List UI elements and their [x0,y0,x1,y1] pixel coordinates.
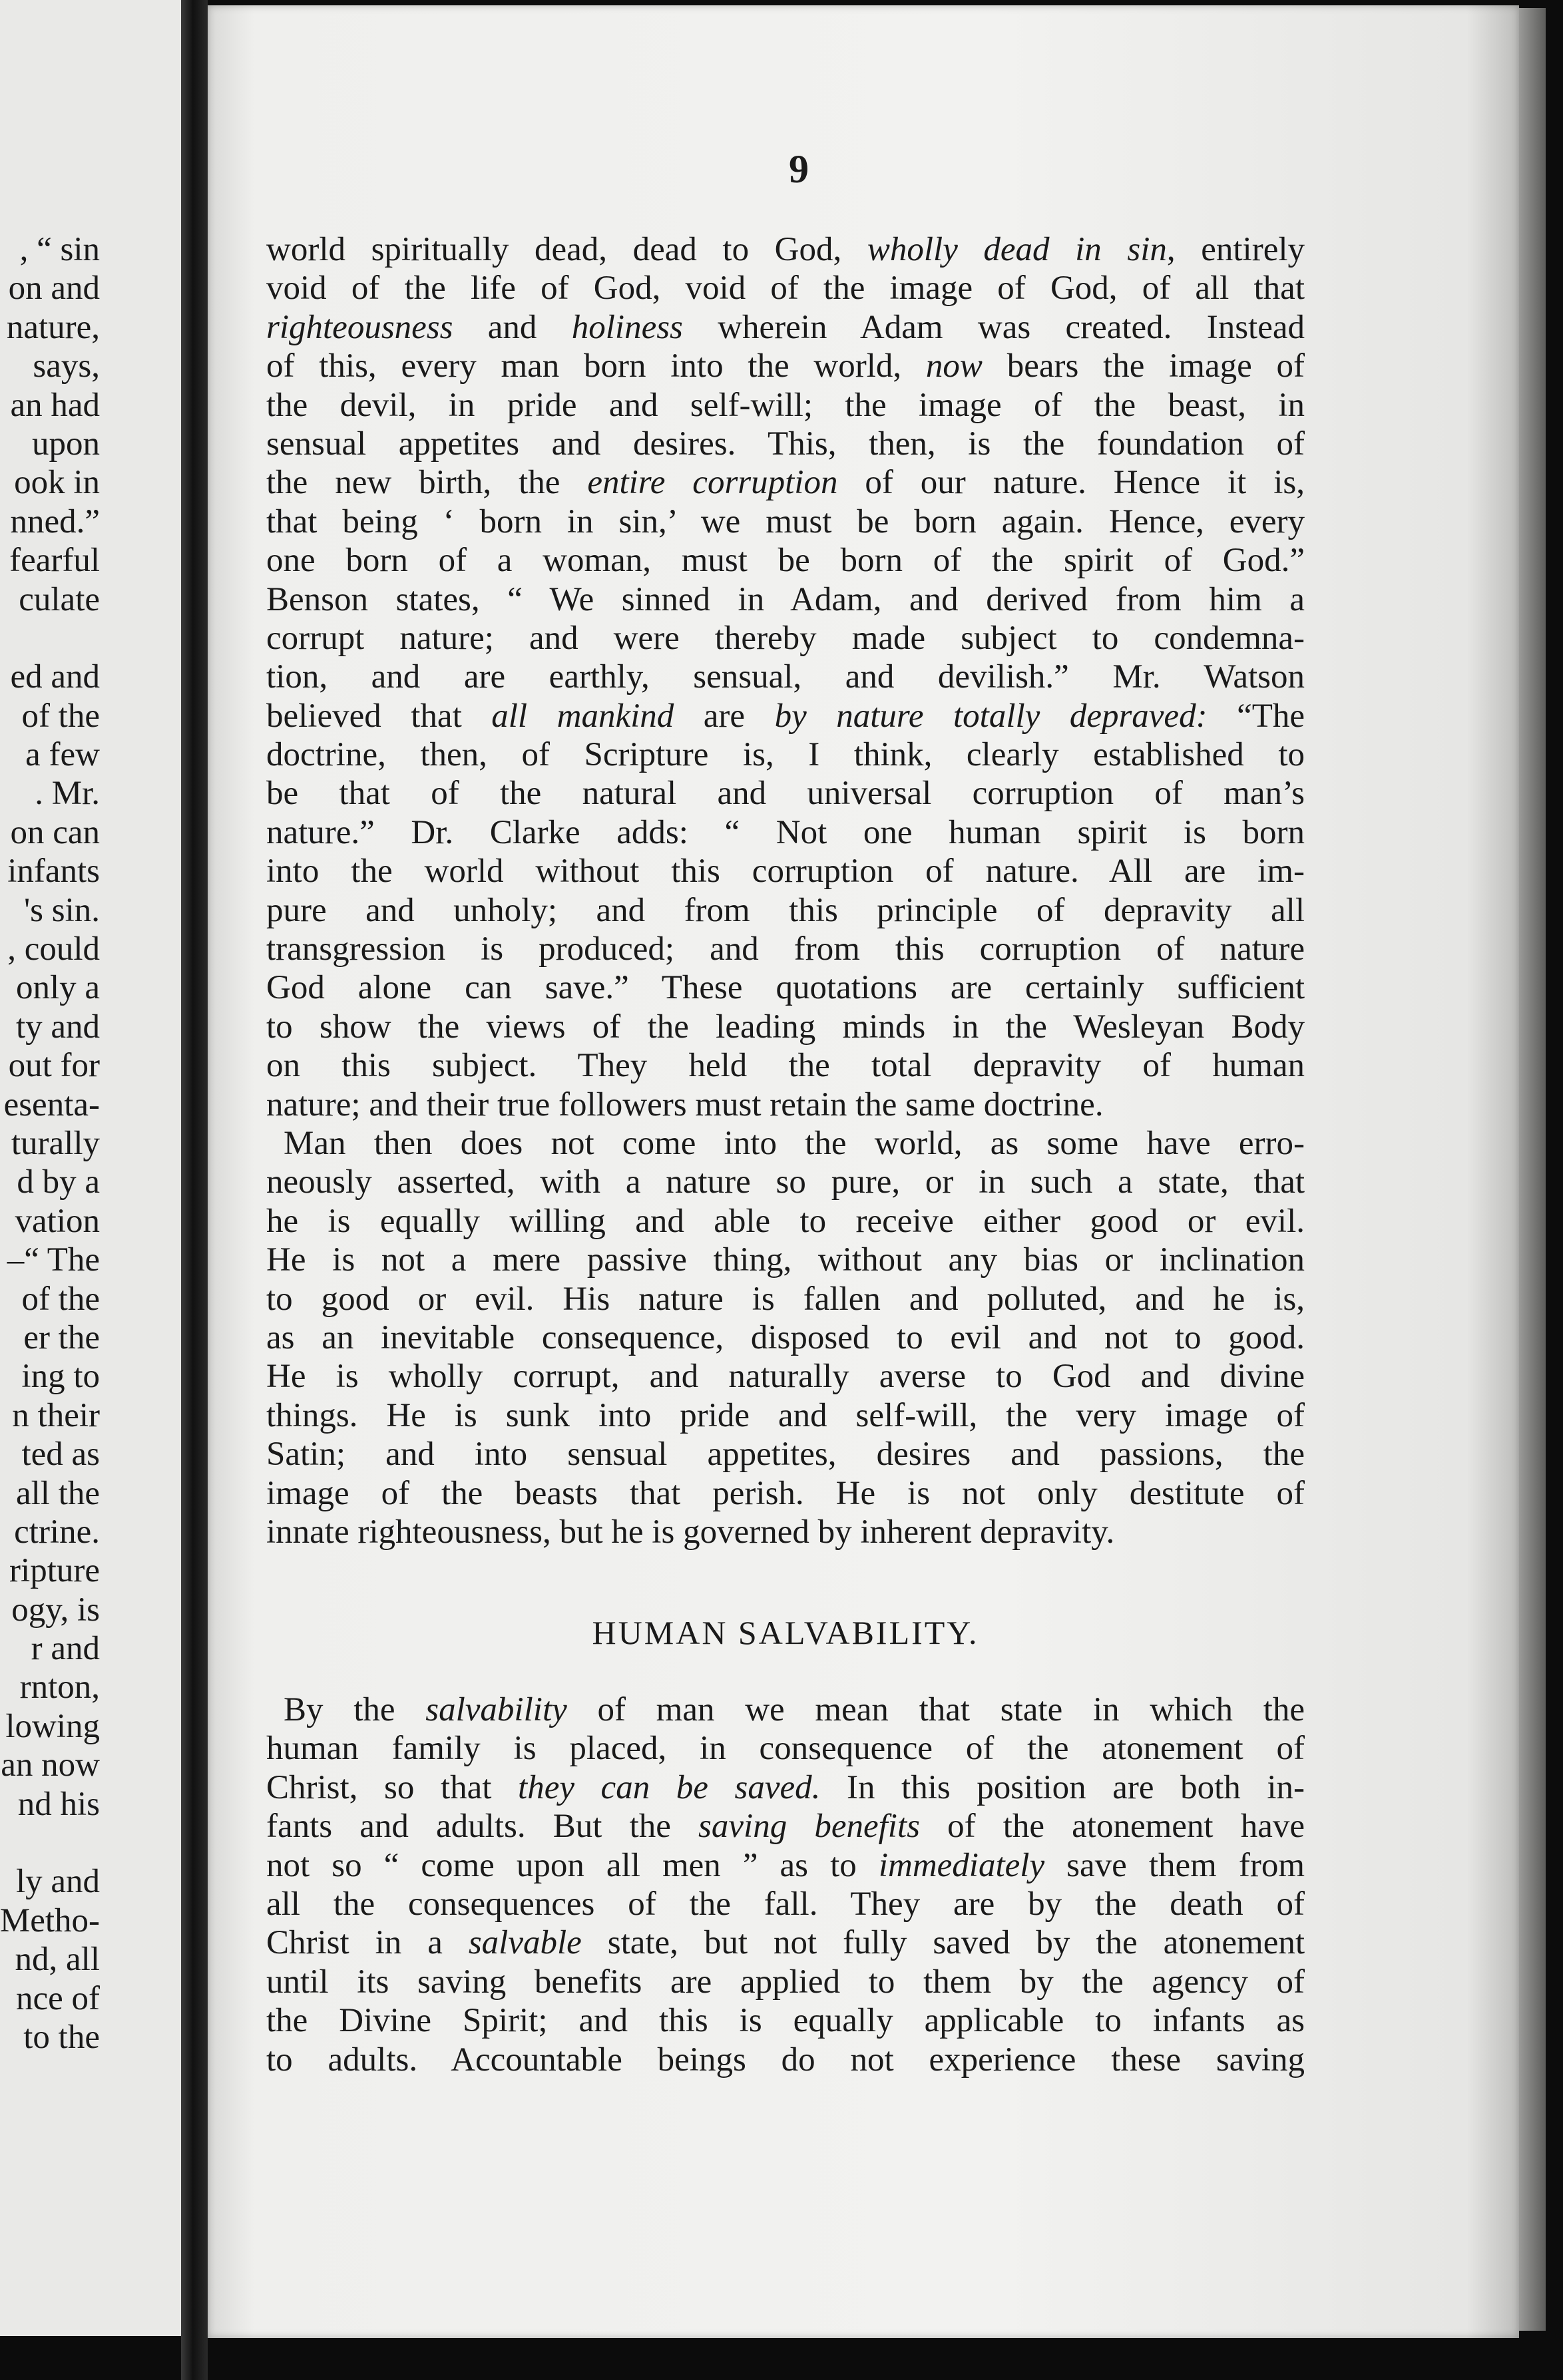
italic-phrase: they can be saved. [518,1768,821,1806]
facing-page-line: d by a [17,1163,100,1201]
text-line [266,1396,1305,1435]
facing-page-line: ted as [21,1436,100,1474]
text-line [266,619,1305,658]
facing-page-line: only a [15,969,100,1007]
text-line [266,1202,1305,1241]
text-line [266,1846,1305,1885]
facing-page-line [0,619,100,658]
text-line [266,968,1305,1007]
body-text-top [266,230,1305,1551]
text-line [266,658,1305,696]
text-line [266,813,1305,852]
facing-page-line: ctrine. [14,1513,100,1551]
text-run: to good or evil. His nature is fallen and polluted, and he is, [266,1280,1305,1318]
text-line [266,1086,1305,1124]
text-line [266,2001,1305,2040]
facing-page-line: esenta- [3,1086,100,1123]
text-line [266,697,1305,735]
text-line [266,891,1305,930]
text-run: not so “ come upon all men ” as to [266,1846,879,1884]
text-line [266,1318,1305,1357]
book-gutter [181,0,208,2380]
facing-page-line: ing to [21,1358,100,1396]
text-line [266,580,1305,619]
text-run: save them from [1044,1846,1305,1884]
italic-phrase: by nature totally depraved: [774,697,1208,735]
facing-page-line: all the [15,1474,100,1512]
text-run: of our nature. Hence it is, [837,464,1305,502]
text-run: as an inevitable consequence, disposed to evil and not to good. [266,1318,1305,1356]
text-run: wherein Adam was created. Instead [682,308,1305,346]
text-run: he is equally willing and able to receive either good or evil. [266,1202,1305,1240]
italic-phrase: now [925,347,983,385]
facing-page-line: a few [25,736,100,774]
text-run: are [674,697,775,735]
text-run: until its saving benefits are applied to them by the agency of [266,1963,1305,2001]
facing-page-line: ogy, is [11,1591,100,1629]
italic-phrase: entire corruption [587,464,838,502]
facing-page-line: ripture [9,1552,100,1590]
facing-page-line [0,1824,100,1862]
facing-page-line: nd, all [15,1941,100,1979]
text-line [266,1124,1305,1163]
text-run: pure and unholy; and from this principle of depravity all [266,891,1305,929]
text-run: of the atonement have [919,1808,1305,1846]
text-run: bears the image of [982,347,1305,385]
text-run: In this position are both in- [820,1768,1305,1806]
text-line [266,1163,1305,1201]
text-line [266,425,1305,463]
text-run: doctrine, then, of Scripture is, I think, clearly established to [266,736,1305,774]
facing-page-line: nature, [6,308,100,346]
text-line [266,1513,1305,1551]
text-run: Benson states, “ We sinned in Adam, and derived from him a [266,580,1305,618]
text-line [266,1357,1305,1396]
text-line [266,269,1305,307]
text-run: innate righteousness, but he is governed by inherent depravity. [266,1513,1115,1551]
text-line [266,347,1305,385]
facing-page-line: an had [10,386,100,424]
facing-page-line: of the [21,1280,100,1318]
text-line [266,1885,1305,1923]
facing-page-line: –“ The [7,1241,100,1279]
italic-phrase: holiness [571,308,683,346]
facing-page-line: of the [21,697,100,735]
italic-phrase: salvable [468,1924,582,1962]
text-line [266,1729,1305,1768]
text-run: Christ, so that [266,1768,519,1806]
facing-page-line: fearful [9,542,100,580]
text-line [266,1474,1305,1513]
text-line [266,308,1305,347]
text-run: transgression is produced; and from this corruption of nature [266,930,1305,968]
text-run: corrupt nature; and were thereby made subject to condemna- [266,619,1305,657]
text-line [266,1435,1305,1474]
text-run: believed that [266,697,492,735]
facing-page-line: 's sin. [23,891,100,929]
facing-page-line: Metho- [0,1901,100,1939]
text-line [266,1280,1305,1318]
italic-phrase: immediately [878,1846,1045,1884]
facing-page-line: infants [7,853,100,891]
text-line [266,2041,1305,2079]
facing-page-line: er the [23,1318,100,1356]
text-run: fants and adults. But the [266,1808,699,1846]
text-line [266,1963,1305,2001]
facing-page-line: an now [1,1746,100,1784]
text-line [266,1768,1305,1807]
facing-page-line: to the [23,2018,100,2056]
italic-phrase: all mankind [491,697,674,735]
text-run: By the [284,1691,426,1728]
facing-page-line: n their [12,1396,100,1434]
text-run: to adults. Accountable beings do not experience these saving [266,2041,1305,2079]
italic-phrase: wholly dead in sin [867,231,1167,268]
facing-page-line: ly and [15,1863,100,1901]
text-line [266,930,1305,968]
facing-page-line: , could [7,930,100,968]
facing-page-line: on can [10,813,100,851]
text-run: nature.” Dr. Clarke adds: “ Not one human spirit is born [266,813,1305,851]
facing-page-line: r and [31,1630,100,1668]
facing-page-line: ed and [10,658,100,696]
text-line [266,774,1305,813]
page-edge [1519,8,1546,2331]
text-run: Man then does not come into the world, as some have erro- [284,1124,1305,1162]
body-text-bottom [266,1690,1305,2079]
text-run: neously asserted, with a nature so pure, or in such a state, that [266,1163,1305,1201]
text-run: , entirely [1166,231,1305,268]
text-run: void of the life of God, void of the image of God, of all that [266,270,1305,307]
text-run: things. He is sunk into pride and self-will, the very image of [266,1396,1305,1434]
text-run: into the world without this corruption of nature. All are im- [266,853,1305,891]
text-run: sensual appetites and desires. This, then, is the foundation of [266,425,1305,463]
section-heading: HUMAN SALVABILITY. [592,1614,979,1651]
facing-page-line: nce of [15,1979,100,2017]
facing-page-line: nd his [17,1785,100,1823]
text-line [266,852,1305,891]
text-run: and [453,308,572,346]
text-line [266,386,1305,425]
text-line [266,541,1305,580]
text-run: of this, every man born into the world, [266,347,926,385]
text-line [266,1008,1305,1046]
text-line [266,1923,1305,1962]
facing-page-line: ty and [15,1008,100,1046]
italic-phrase: righteousness [266,308,453,346]
text-line [266,1690,1305,1729]
text-line [266,230,1305,269]
text-run: state, but not fully saved by the atonement [581,1924,1305,1962]
facing-page-line: culate [19,580,100,618]
text-run: world spiritually dead, dead to God, [266,231,867,268]
text-run: to show the views of the leading minds in the Wesleyan Body [266,1008,1305,1046]
facing-page-line: turally [11,1124,100,1162]
text-run: be that of the natural and universal corruption of man’s [266,775,1305,813]
facing-page-line: vation [15,1202,100,1240]
facing-page-text [0,230,100,2057]
text-line [266,463,1305,502]
text-line [266,1807,1305,1846]
text-run: all the consequences of the fall. They are by the death of [266,1885,1305,1923]
italic-phrase: saving benefits [698,1808,920,1846]
text-run: human family is placed, in consequence of the atonement of [266,1730,1305,1768]
text-run: of man we mean that state in which the [566,1691,1305,1728]
facing-page-line: rnton, [19,1669,100,1706]
text-run: the new birth, the [266,464,588,502]
text-line [266,1241,1305,1279]
facing-page-line: on and [8,270,100,307]
text-run: the Divine Spirit; and this is equally applicable to infants as [266,2002,1305,2040]
text-run: Satin; and into sensual appetites, desires and passions, the [266,1436,1305,1474]
italic-phrase: salvability [425,1691,567,1728]
text-run: tion, and are earthly, sensual, and devilish.” Mr. Watson [266,658,1305,696]
facing-page-line: upon [32,425,100,463]
facing-page-line: lowing [5,1707,100,1745]
text-run: He is not a mere passive thing, without any bias or inclination [266,1241,1305,1279]
text-run: nature; and their true followers must retain the same doctrine. [266,1086,1104,1123]
facing-page-line: ook in [14,464,100,502]
facing-page-line: nned.” [10,502,100,540]
text-run: God alone can save.” These quotations are certainly sufficient [266,969,1305,1007]
text-run: He is wholly corrupt, and naturally averse to God and divine [266,1358,1305,1396]
facing-page-line: out for [8,1047,100,1085]
facing-page-line: says, [33,347,100,385]
text-run: one born of a woman, must be born of the spirit of God.” [266,542,1305,580]
text-run: “The [1207,697,1305,735]
text-line [266,502,1305,541]
page-number: 9 [789,147,809,191]
facing-page-line: . Mr. [35,775,100,813]
text-line [266,1046,1305,1085]
facing-page-line: , “ sin [19,231,100,268]
text-run: on this subject. They held the total depravity of human [266,1047,1305,1085]
text-line [266,735,1305,774]
text-run: image of the beasts that perish. He is not only destitute of [266,1474,1305,1512]
text-run: Christ in a [266,1924,469,1962]
facing-page [0,0,181,2336]
text-run: that being ‘ born in sin,’ we must be born again. Hence, every [266,502,1305,540]
text-run: the devil, in pride and self-will; the image of the beast, in [266,386,1305,424]
